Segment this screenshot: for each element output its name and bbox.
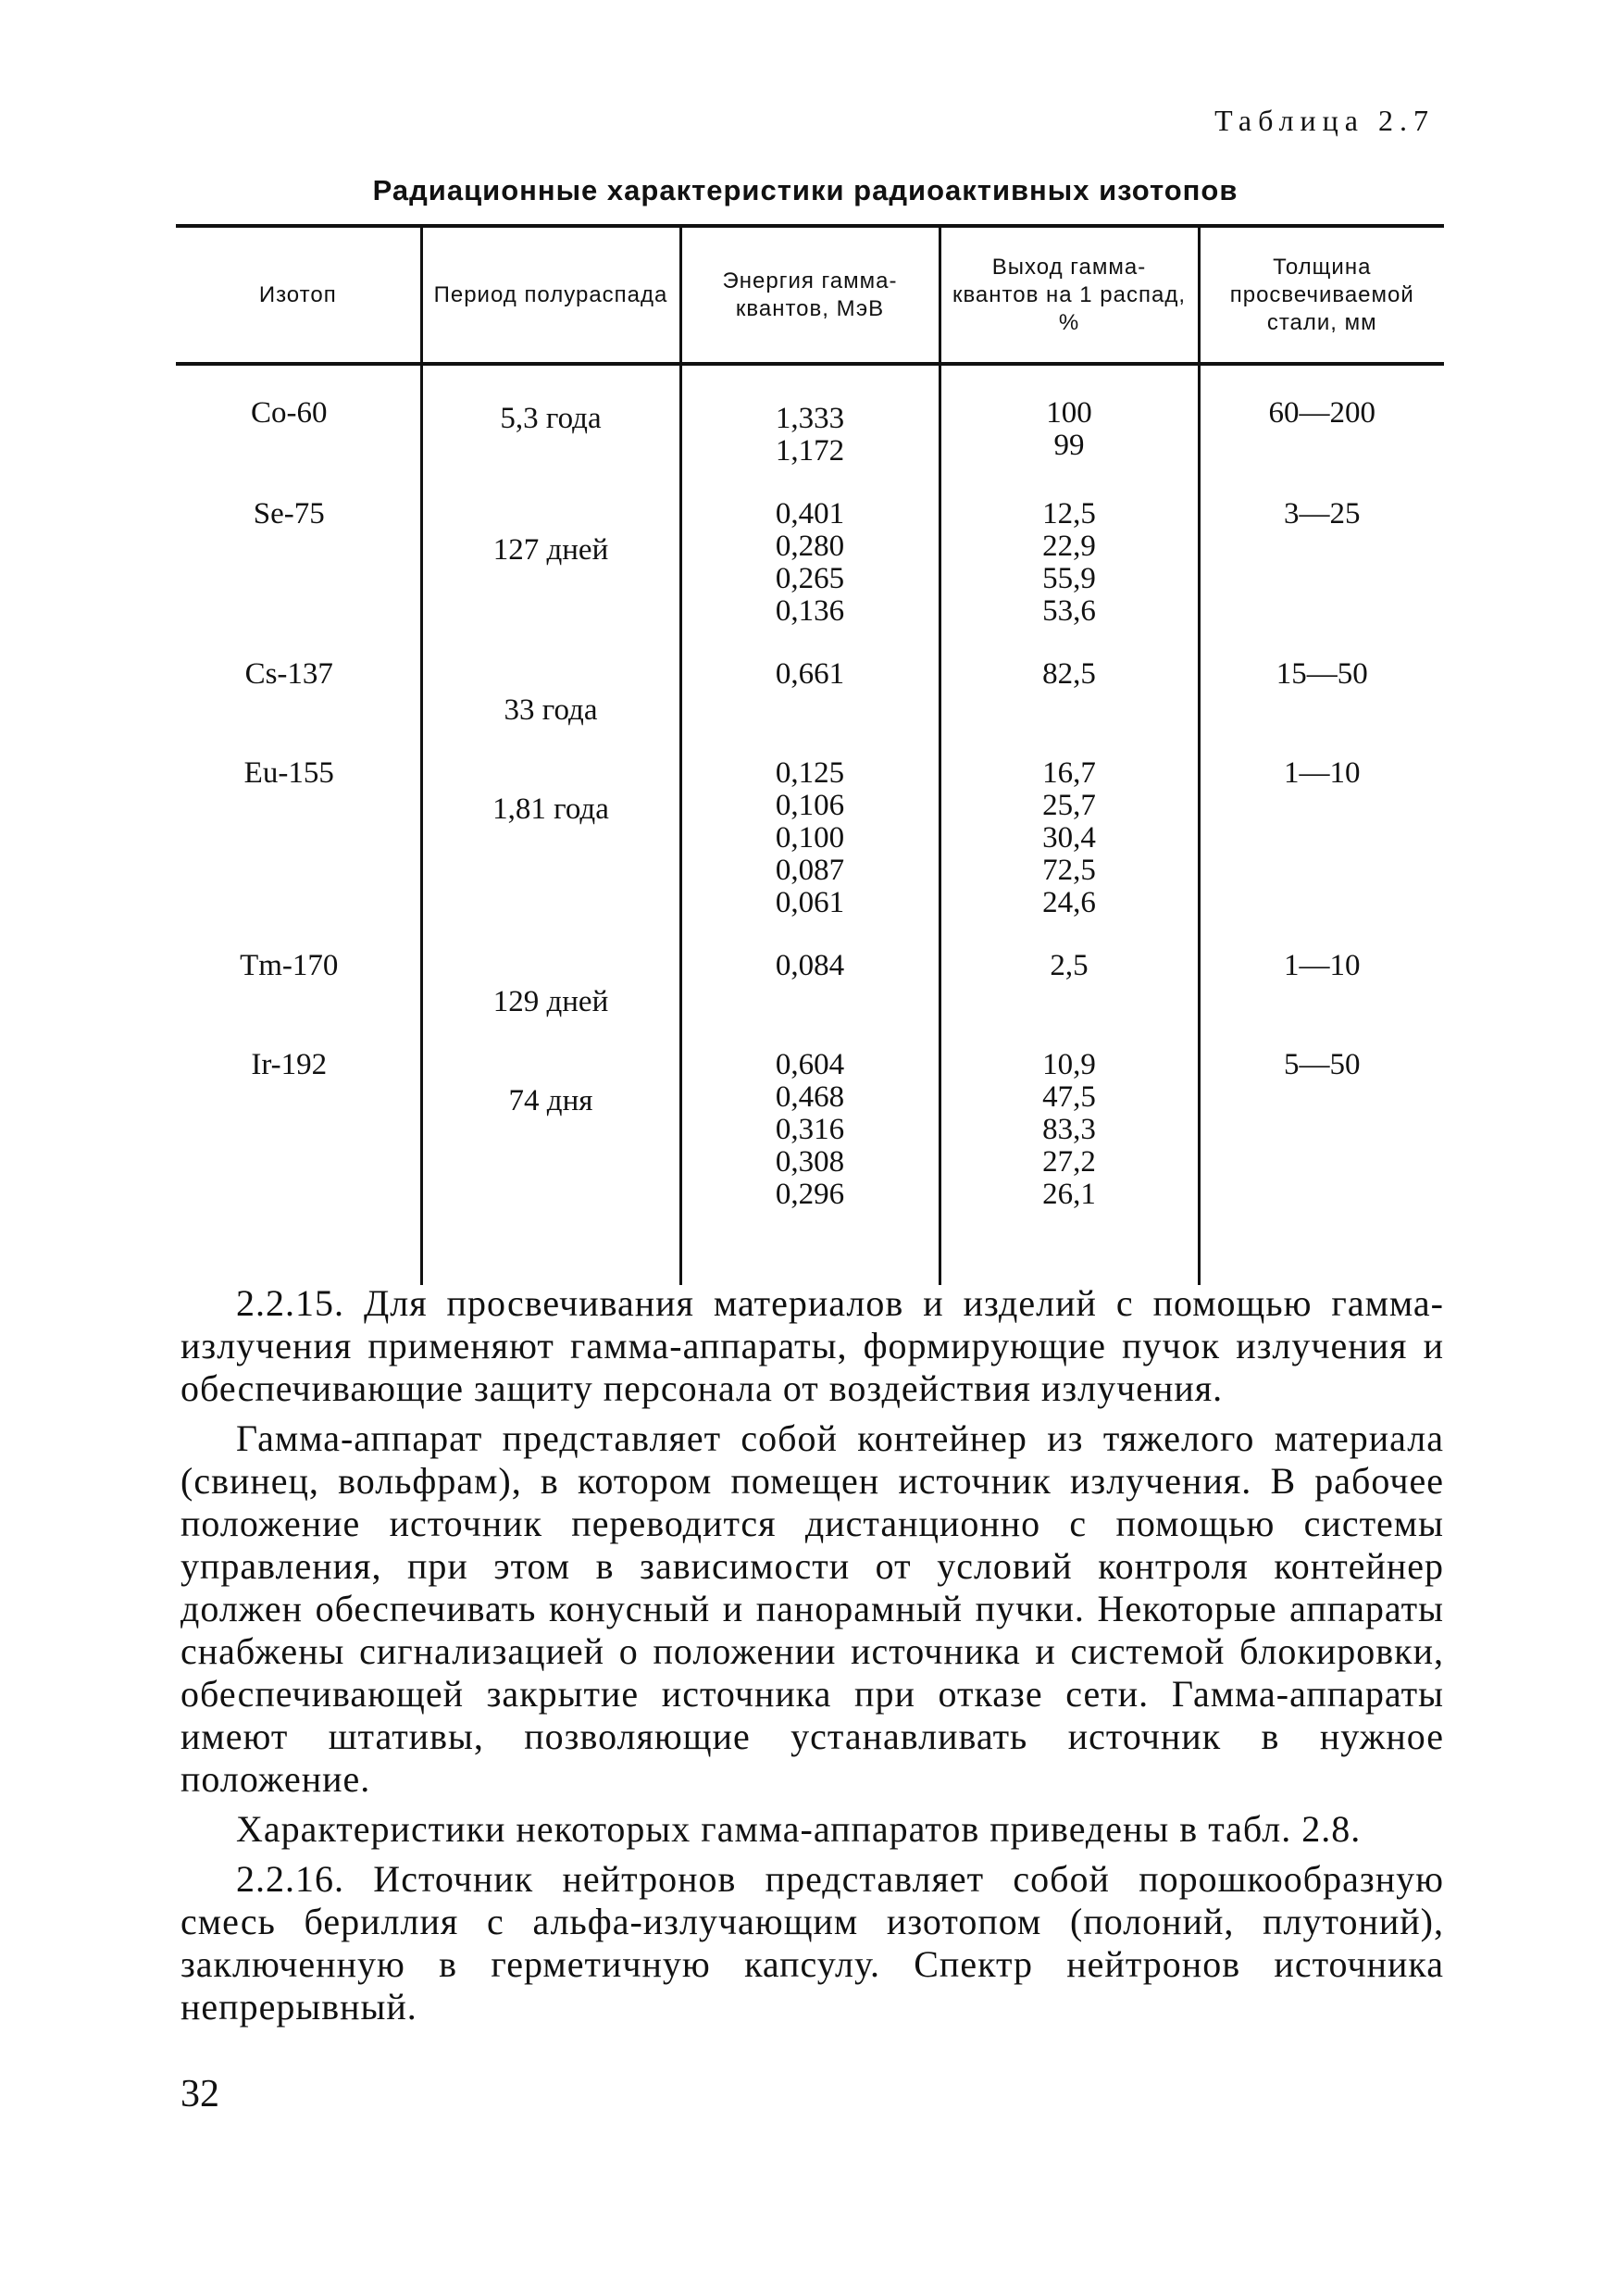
- cell-half-life: 33 года: [421, 657, 680, 756]
- body-text: [180, 1282, 1444, 2036]
- table-row: [176, 756, 1444, 949]
- column-header-isotope: Изотоп: [258, 281, 337, 307]
- cell-yield-value: 72,5: [1042, 854, 1096, 887]
- cell-thickness: 15—50: [1199, 657, 1444, 756]
- cell-yield-value: 26,1: [1042, 1178, 1096, 1211]
- cell-isotope: Co-60: [251, 396, 328, 430]
- cell-yield: [940, 364, 1199, 497]
- table-row: [176, 497, 1444, 657]
- cell-yield-value: 16,7: [1042, 756, 1096, 790]
- cell-half-life: 129 дней: [421, 949, 680, 1048]
- cell-energy-value: 0,280: [775, 530, 845, 563]
- column-header-thickness: Толщина просвечиваемой стали, мм: [1199, 226, 1444, 364]
- cell-yield: [940, 657, 1199, 756]
- isotope-table: [176, 224, 1444, 1285]
- cell-isotope: Eu-155: [243, 756, 334, 790]
- cell-yield-value: 83,3: [1042, 1113, 1096, 1146]
- cell-energy-value: 0,265: [775, 562, 845, 595]
- table-row: [176, 949, 1444, 1048]
- cell-energy: [680, 1048, 940, 1285]
- cell-half-life: 1,81 года: [421, 756, 680, 949]
- cell-thickness: 60—200: [1199, 364, 1444, 497]
- column-header-energy: Энергия гамма-квантов, МэВ: [680, 226, 940, 364]
- cell-yield-value: 24,6: [1042, 886, 1096, 919]
- table-row: [176, 657, 1444, 756]
- paragraph-gamma-apparatus: Гамма-аппарат представляет собой контейнер из тяжелого материала (свинец, вольфрам), в котором помещен источник излучения. В рабочее положение источник переводится дистанционно с помощью системы управления, при этом в зависимости от условий контроля контейнер должен обеспечивать конусный и панорамный пучки. Некоторые аппараты снабжены сигнализацией о положении источника и системой блокировки, обеспечивающей закрытие источника при отказе сети. Гамма-аппараты имеют штативы, позволяющие устанавливать источник в нужное положение.: [180, 1417, 1444, 1800]
- cell-energy-value: 0,604: [775, 1048, 845, 1081]
- cell-energy-value: 0,468: [775, 1080, 845, 1114]
- cell-yield-value: 22,9: [1042, 530, 1096, 563]
- cell-energy-value: 0,061: [775, 886, 845, 919]
- paragraph-2-2-15: 2.2.15. Для просвечивания материалов и изделий с помощью гамма-излучения применяют гамма-аппараты, формирующие пучок излучения и обеспечивающие защиту персонала от воздействия излучения.: [180, 1282, 1444, 1409]
- table-number-label: Таблица 2.7: [1214, 104, 1435, 137]
- cell-energy-value: 1,333: [775, 402, 845, 435]
- cell-isotope: Tm-170: [240, 949, 339, 982]
- cell-yield-value: 100: [1046, 396, 1092, 430]
- cell-energy-value: 0,296: [775, 1178, 845, 1211]
- cell-energy: [680, 657, 940, 756]
- cell-yield: [940, 756, 1199, 949]
- cell-yield-value: 2,5: [1050, 949, 1089, 982]
- table-body: [176, 364, 1444, 1285]
- cell-energy-value: 0,125: [775, 756, 845, 790]
- cell-energy: [680, 497, 940, 657]
- cell-energy-value: 1,172: [775, 434, 845, 468]
- paragraph-2-2-16: 2.2.16. Источник нейтронов представляет собой порошкообразную смесь бериллия с альфа-излучающим изотопом (полоний, плутоний), заключенную в герметичную капсулу. Спектр нейтронов источника непрерывный.: [180, 1858, 1444, 2028]
- table-header-row: [176, 226, 1444, 364]
- cell-yield-value: 99: [1053, 429, 1085, 462]
- cell-isotope: Ir-192: [251, 1048, 328, 1081]
- cell-energy: [680, 756, 940, 949]
- cell-energy-value: 0,106: [775, 789, 845, 822]
- cell-energy: [680, 364, 940, 497]
- cell-yield-value: 82,5: [1042, 657, 1096, 691]
- cell-yield-value: 10,9: [1042, 1048, 1096, 1081]
- table-title: Радиационные характеристики радиоактивных изотопов: [372, 174, 1238, 206]
- cell-energy-value: 0,401: [775, 497, 845, 530]
- table-row: [176, 364, 1444, 497]
- cell-yield-value: 55,9: [1042, 562, 1096, 595]
- cell-energy-value: 0,661: [775, 657, 845, 691]
- cell-half-life: 127 дней: [421, 497, 680, 657]
- cell-energy-value: 0,084: [775, 949, 845, 982]
- cell-yield-value: 30,4: [1042, 821, 1096, 855]
- page-number: 32: [180, 2073, 219, 2115]
- cell-thickness: 3—25: [1199, 497, 1444, 657]
- cell-energy: [680, 949, 940, 1048]
- cell-energy-value: 0,308: [775, 1145, 845, 1179]
- cell-energy-value: 0,316: [775, 1113, 845, 1146]
- cell-yield: [940, 949, 1199, 1048]
- cell-yield: [940, 1048, 1199, 1285]
- cell-yield-value: 25,7: [1042, 789, 1096, 822]
- cell-thickness: 5—50: [1199, 1048, 1444, 1285]
- cell-isotope: Cs-137: [244, 657, 333, 691]
- cell-half-life: 74 дня: [421, 1048, 680, 1285]
- cell-yield: [940, 497, 1199, 657]
- cell-energy-value: 0,136: [775, 594, 845, 628]
- cell-half-life: 5,3 года: [421, 364, 680, 497]
- cell-yield-value: 12,5: [1042, 497, 1096, 530]
- column-header-yield: Выход гамма-квантов на 1 распад, %: [940, 226, 1199, 364]
- column-header-half-life: Период полураспада: [421, 226, 680, 364]
- cell-isotope: Se-75: [253, 497, 325, 530]
- paragraph-characteristics-ref: Характеристики некоторых гамма-аппаратов приведены в табл. 2.8.: [236, 1808, 1362, 1850]
- cell-thickness: 1—10: [1199, 949, 1444, 1048]
- table-row: [176, 1048, 1444, 1285]
- cell-energy-value: 0,087: [775, 854, 845, 887]
- cell-energy-value: 0,100: [775, 821, 845, 855]
- cell-thickness: 1—10: [1199, 756, 1444, 949]
- cell-yield-value: 27,2: [1042, 1145, 1096, 1179]
- cell-yield-value: 47,5: [1042, 1080, 1096, 1114]
- cell-yield-value: 53,6: [1042, 594, 1096, 628]
